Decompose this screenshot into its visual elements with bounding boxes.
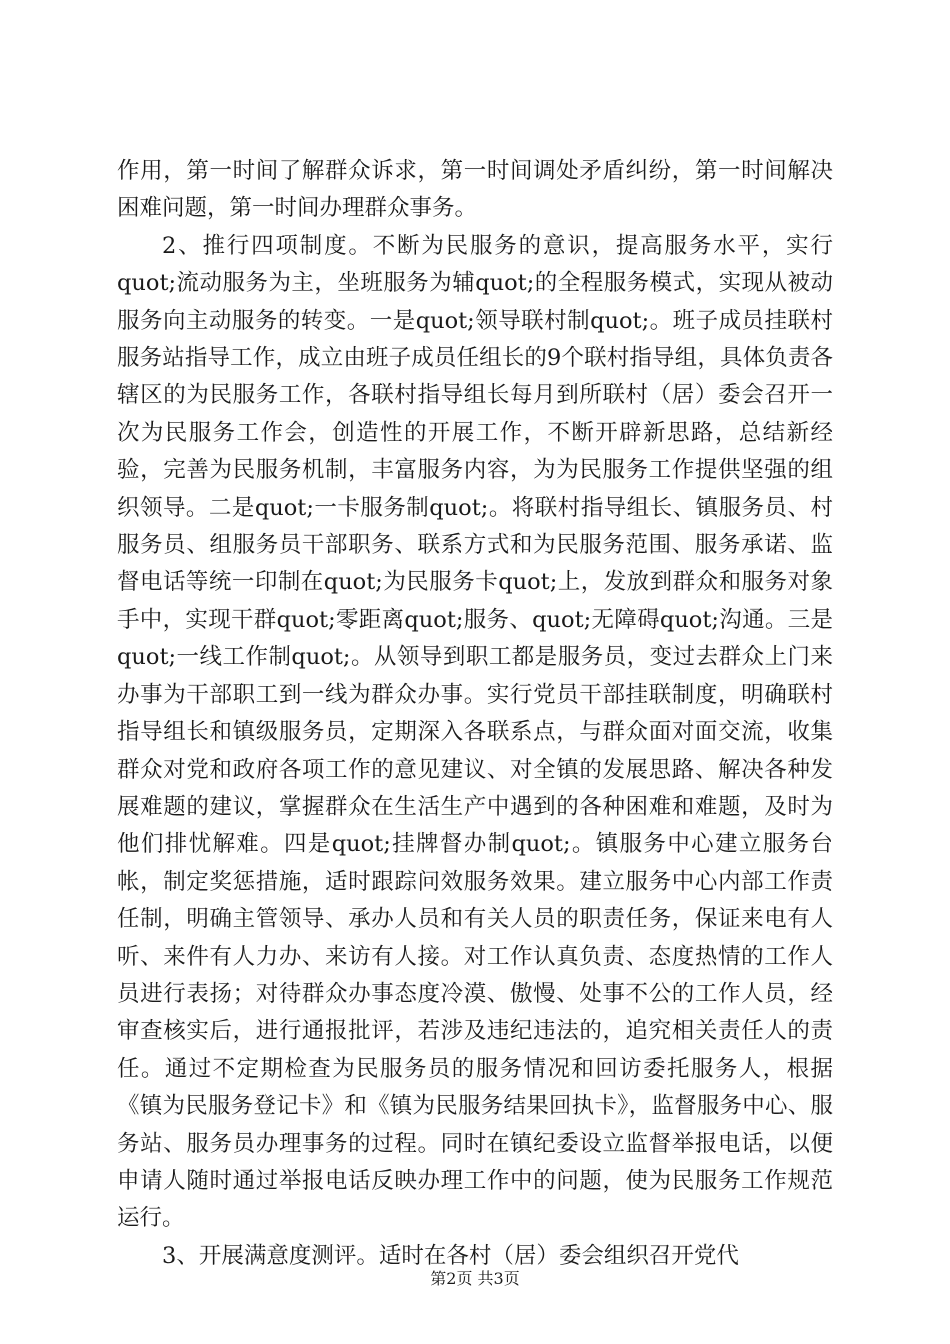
paragraph-four-systems: 2、推行四项制度。不断为民服务的意识，提高服务水平，实行quot;流动服务为主，坐班服务为辅quot;的全程服务模式，实现从被动服务向主动服务的转变。一是quot;领导联村制quot;。班子成员挂联村服务站指导工作，成立由班子成员任组长的9个联村指导组，具体负责各辖区的为民服务工作，各联村指导组长每月到所联村（居）委会召开一次为民服务工作会，创造性的开展工作，不断开辟新思路，总结新经验，完善为民服务机制，丰富服务内容，为为民服务工作提供坚强的组织领导。二是quot;一卡服务制quot;。将联村指导组长、镇服务员、村服务员、组服务员干部职务、联系方式和为民服务范围、服务承诺、监督电话等统一印制在quot;为民服务卡quot;上，发放到群众和服务对象手中，实现干群quot;零距离quot;服务、quot;无障碍quot;沟通。三是quot;一线工作制quot;。从领导到职工都是服务员，变过去群众上门来办事为干部职工到一线为群众办事。实行党员干部挂联制度，明确联村指导组长和镇级服务员，定期深入各联系点，与群众面对面交流，收集群众对党和政府各项工作的意见建议、对全镇的发展思路、解决各种发展难题的建议，掌握群众在生活生产中遇到的各种困难和难题，及时为他们排忧解难。四是quot;挂牌督办制quot;。镇服务中心建立服务台帐，制定奖惩措施，适时跟踪问效服务效果。建立服务中心内部工作责任制，明确主管领导、承办人员和有关人员的职责任务，保证来电有人听、来件有人力办、来访有人接。对工作认真负责、态度热情的工作人员进行表扬；对待群众办事态度冷漠、傲慢、处事不公的工作人员，经审查核实后，进行通报批评，若涉及违纪违法的，追究相关责任人的责任。通过不定期检查为民服务员的服务情况和回访委托服务人，根据《镇为民服务登记卡》和《镇为民服务结果回执卡》，监督服务中心、服务站、服务员办理事务的过程。同时在镇纪委设立监督举报电话，以便申请人随时通过举报电话反映办理工作中的问题，使为民服务工作规范运行。 [117, 232, 833, 1232]
page-number-footer: 第2页 共3页 [430, 1269, 520, 1288]
document-body [117, 153, 833, 1275]
paragraph-continuation: 作用，第一时间了解群众诉求，第一时间调处矛盾纠纷，第一时间解决困难问题，第一时间办理群众事务。 [117, 158, 833, 222]
paragraph-satisfaction-survey: 3、开展满意度测评。适时在各村（居）委会组织召开党代 [162, 1242, 739, 1269]
